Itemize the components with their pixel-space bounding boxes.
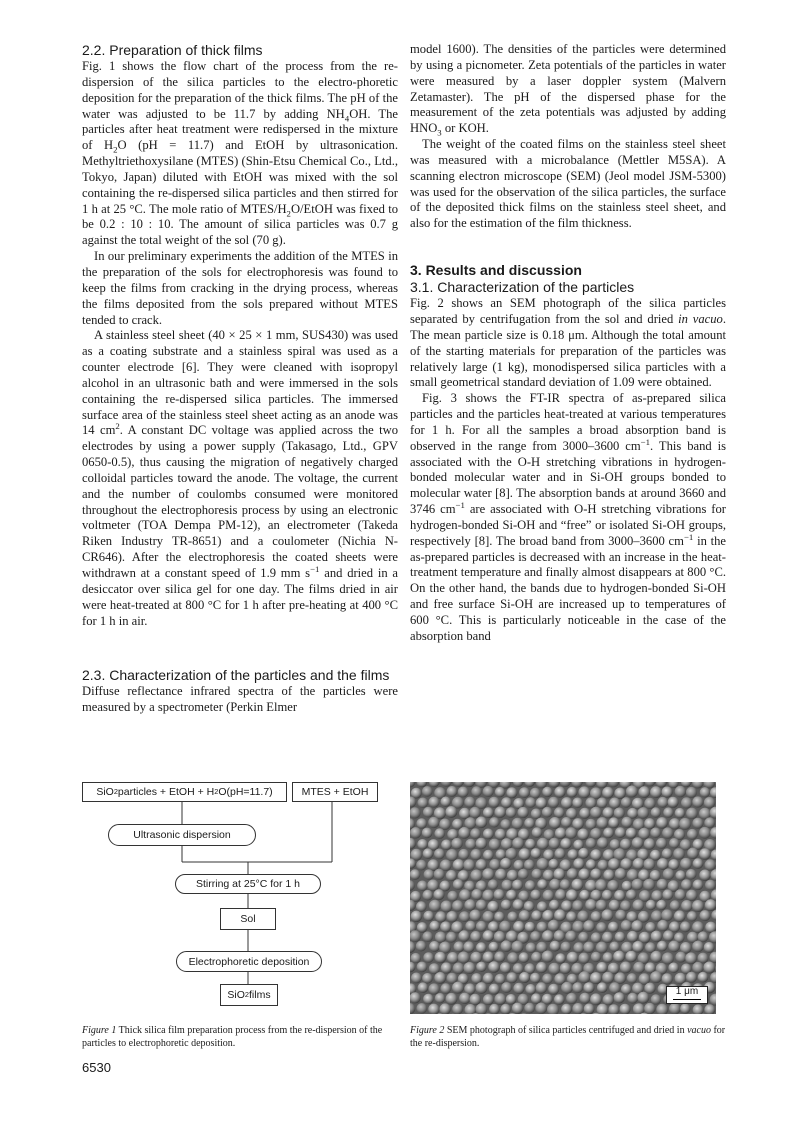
paragraph: In our preliminary experiments the addition of the MTES in the preparation of the sols for electrophoresis was found to keep the films from cracking in the drying process, whereas the films deposited from the sols prepared without MTES tended to crack. <box>82 249 398 327</box>
step-sio2-films: SiO 2 films <box>220 984 278 1006</box>
section-heading-2-2: 2.2. Preparation of thick films <box>82 42 263 58</box>
paragraph: Fig. 3 shows the FT-IR spectra of as-prepared silica particles and the particles heat-treated at various temperatures for 1 h. For all the samples a broad absorption band is observed in the range from 3000–3600 $cm^{-1}$. This band is associated with the O-H stretching vibrations in hydrogen-bonded molecular water and in Si-OH groups bonded to molecular water [8]. The absorption bands at around 3660 and 3746 $cm^{-1}$ are associated with O-H stretching vibrations for hydrogen-bonded Si-OH and “free” or isolated Si-OH groups, respectively [8]. The broad band from 3000–3600 $cm^{-1}$ in the as-prepared particles is decreased with an increase in the heat-treatment temperature and finally almost disappears at 800 °C. On the other hand, the bands due to hydrogen-bonded Si-OH and free surface Si-OH are increased up to temperatures of 600 °C. This is particularly noticeable in the case of the absorption band <box>410 391 726 643</box>
figure-1-flowchart <box>82 782 398 1017</box>
section-heading-3-1: 3.1. Characterization of the particles <box>410 279 635 296</box>
paragraph: Fig. 2 shows an SEM photograph of the silica particles separated by centrifugation from the sol and dried in vacuo. The mean particle size is 0.18 μm. Although the total amount of the starting materials for preparation of the particles was relatively large (1 kg), monodispersed silica particles with a small geometrical standard deviation of 1.09 were obtained. <box>410 296 727 390</box>
paragraph: Diffuse reflectance infrared spectra of the particles were measured by a spectrometer (Perkin Elmer <box>82 684 398 715</box>
box-sio2-particles: SiO 2 particles + EtOH + H 2 O(pH=11.7) <box>82 782 287 802</box>
step-ultrasonic-dispersion: Ultrasonic dispersion <box>108 824 256 846</box>
paragraph: model 1600). The densities of the particles were determined by using a picnometer. Zeta potentials of the particles in water were measured by a laser doppler system (Malvern Zetamaster). The pH of the dispersed phase for the measurement of the zeta potentials was adjusted by adding $HNO_3$ or KOH. <box>410 42 726 138</box>
figure-2-caption: Figure 2 SEM photograph of silica particles centrifuged and dried in vacuo for the re-dispersion. <box>410 1025 726 1049</box>
step-electrophoretic-deposition: Electrophoretic deposition <box>176 951 322 972</box>
step-sol: Sol <box>220 908 276 930</box>
box-mtes-etoh: MTES + EtOH <box>292 782 378 802</box>
flowchart-connectors <box>82 782 398 1017</box>
paragraph: The weight of the coated films on the stainless steel sheet was measured with a microbalance (Mettler M5SA). A scanning electron microscope (SEM) (Jeol model JSM-5300) was used for the observation of the silica particles, the surface of the deposited thick films on the stainless steel sheet, and also for the estimation of the film thickness. <box>410 137 726 231</box>
section-heading-3: 3. Results and discussion <box>410 262 582 279</box>
scale-bar: 1 μm <box>666 986 708 1004</box>
paragraph: Fig. 1 shows the flow chart of the process from the re-dispersion of the silica particles to the electro-phoretic deposition for the preparation of the thick films. The pH of the water was adjusted to be 11.7 by adding $NH_4OH$. The particles after heat treatment were redispersed in the mixture of $H_2O$ (pH = 11.7) and EtOH by ultrasonication. Methyltriethoxysilane (MTES) (Shin-Etsu Chemical Co., Ltd., Tokyo, Japan) diluted with EtOH was mixed with the sol containing the re-dispersed silica particles and then stirred for 1 h at 25 °C. The mole ratio of MTES/$H_2O$/EtOH was fixed to be 0.2 : 10 : 10. The amount of silica particles was 0.7 g against the total weight of the sol (70 g). <box>82 59 398 248</box>
page-number: 6530 <box>82 1060 111 1075</box>
figure-2-sem-photograph <box>410 782 716 1014</box>
sem-particles-image <box>410 782 716 1014</box>
paragraph: A stainless steel sheet (40 × 25 × 1 mm, SUS430) was used as a coating substrate and a stainless spiral was used as a counter electrode [6]. They were cleaned with isopropyl alcohol in an ultrasonic bath and were immersed in the sols containing the re-dispersed silica particles. The immersed surface area of the stainless steel sheet acting as an anode was 14 $cm^2$. A constant DC voltage was applied across the two electrodes by using a power supply (Takasago, Ltd., GPV 0650-0.5), thus causing the migration of negatively charged colloidal particles toward the anode. The voltage, the current and the number of coulombs consumed were monitored throughout the electrophoresis process by using an electronic voltmeter (TOA Dempa PM-12), an electrometer (Takeda Riken Industry TR-8651) and a coulometer (Nichia N-CR646). After the electrophoresis the coated sheets were withdrawn at a constant speed of 1.9 mm $s^{-1}$ and dried in a desiccator over silica gel for one day. The films dried in air were heat-treated at 800 °C for 1 h after pre-heating at 400 °C for 1 h in air. <box>82 328 398 628</box>
section-heading-2-3: 2.3. Characterization of the particles and the films <box>82 667 390 684</box>
right-column <box>410 42 726 645</box>
step-stirring: Stirring at 25°C for 1 h <box>175 874 321 894</box>
figure-1-caption: Figure 1 Thick silica film preparation process from the re-dispersion of the particles to electrophoretic deposition. <box>82 1025 383 1049</box>
left-column <box>82 42 398 716</box>
